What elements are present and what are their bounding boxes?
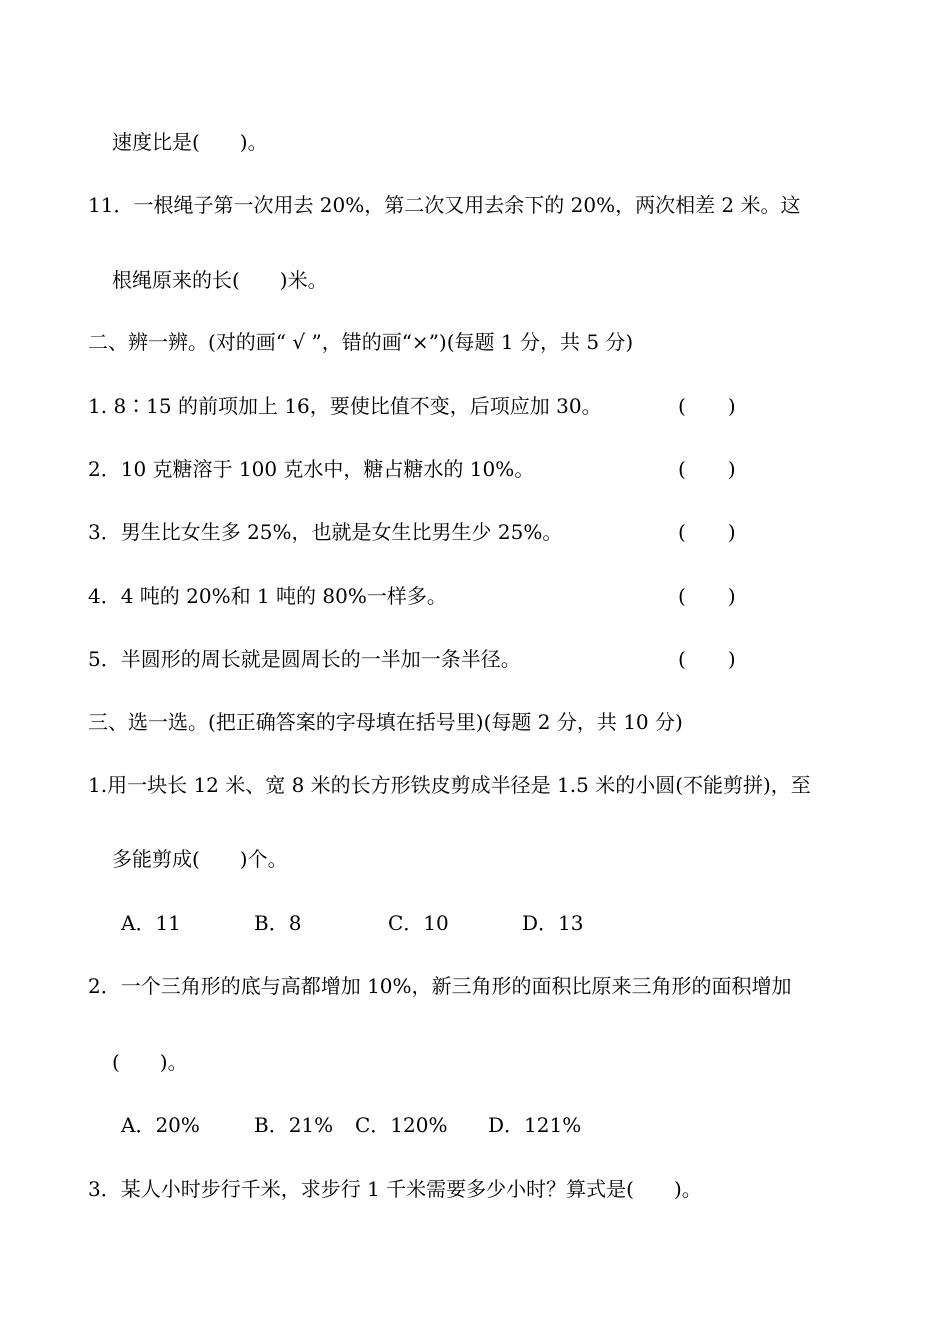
section-2-heading: 二、辨一辨。(对的画“ √ ”，错的画“×”)(每题 1 分，共 5 分) bbox=[88, 330, 634, 354]
judge-answer-blank-5[interactable]: ( ) bbox=[678, 647, 736, 671]
judge-item-1: 1. 8∶15 的前项加上 16，要使比值不变，后项应加 30。 bbox=[88, 394, 602, 418]
q1-option-b[interactable]: B．8 bbox=[254, 911, 302, 935]
section-3-heading: 三、选一选。(把正确答案的字母填在括号里)(每题 2 分，共 10 分) bbox=[88, 710, 683, 734]
q11-text: 11．一根绳子第一次用去 20%，第二次又用去余下的 20%，两次相差 2 米。这 bbox=[88, 193, 801, 217]
judge-item-5: 5．半圆形的周长就是圆周长的一半加一条半径。 bbox=[88, 647, 521, 671]
judge-answer-blank-4[interactable]: ( ) bbox=[678, 584, 736, 608]
judge-answer-blank-3[interactable]: ( ) bbox=[678, 520, 736, 544]
q2-option-a[interactable]: A．20% bbox=[121, 1113, 200, 1137]
q1-option-c[interactable]: C．10 bbox=[388, 911, 449, 935]
judge-item-2: 2．10 克糖溶于 100 克水中，糖占糖水的 10%。 bbox=[88, 457, 535, 481]
choice-question-2: 2．一个三角形的底与高都增加 10%，新三角形的面积比原来三角形的面积增加 bbox=[88, 974, 792, 998]
choice-question-1-continuation: 多能剪成( )个。 bbox=[112, 847, 288, 871]
choice-question-1: 1.用一块长 12 米、宽 8 米的长方形铁皮剪成半径是 1.5 米的小圆(不能剪拼)，至 bbox=[88, 773, 811, 797]
q10-continuation: 速度比是( )。 bbox=[112, 130, 268, 154]
choice-question-3: 3．某人小时步行千米，求步行 1 千米需要多少小时？算式是( )。 bbox=[88, 1177, 702, 1201]
choice-question-2-continuation: ( )。 bbox=[112, 1050, 188, 1074]
judge-item-3: 3．男生比女生多 25%，也就是女生比男生少 25%。 bbox=[88, 520, 563, 544]
q1-option-a[interactable]: A．11 bbox=[121, 911, 181, 935]
judge-answer-blank-1[interactable]: ( ) bbox=[678, 394, 736, 418]
q1-option-d[interactable]: D．13 bbox=[522, 911, 584, 935]
q2-option-c[interactable]: C．120% bbox=[355, 1113, 448, 1137]
judge-item-4: 4．4 吨的 20%和 1 吨的 80%一样多。 bbox=[88, 584, 447, 608]
judge-answer-blank-2[interactable]: ( ) bbox=[678, 457, 736, 481]
q11-continuation: 根绳原来的长( )米。 bbox=[112, 268, 328, 292]
q2-option-d[interactable]: D．121% bbox=[488, 1113, 582, 1137]
q2-option-b[interactable]: B．21% bbox=[254, 1113, 334, 1137]
